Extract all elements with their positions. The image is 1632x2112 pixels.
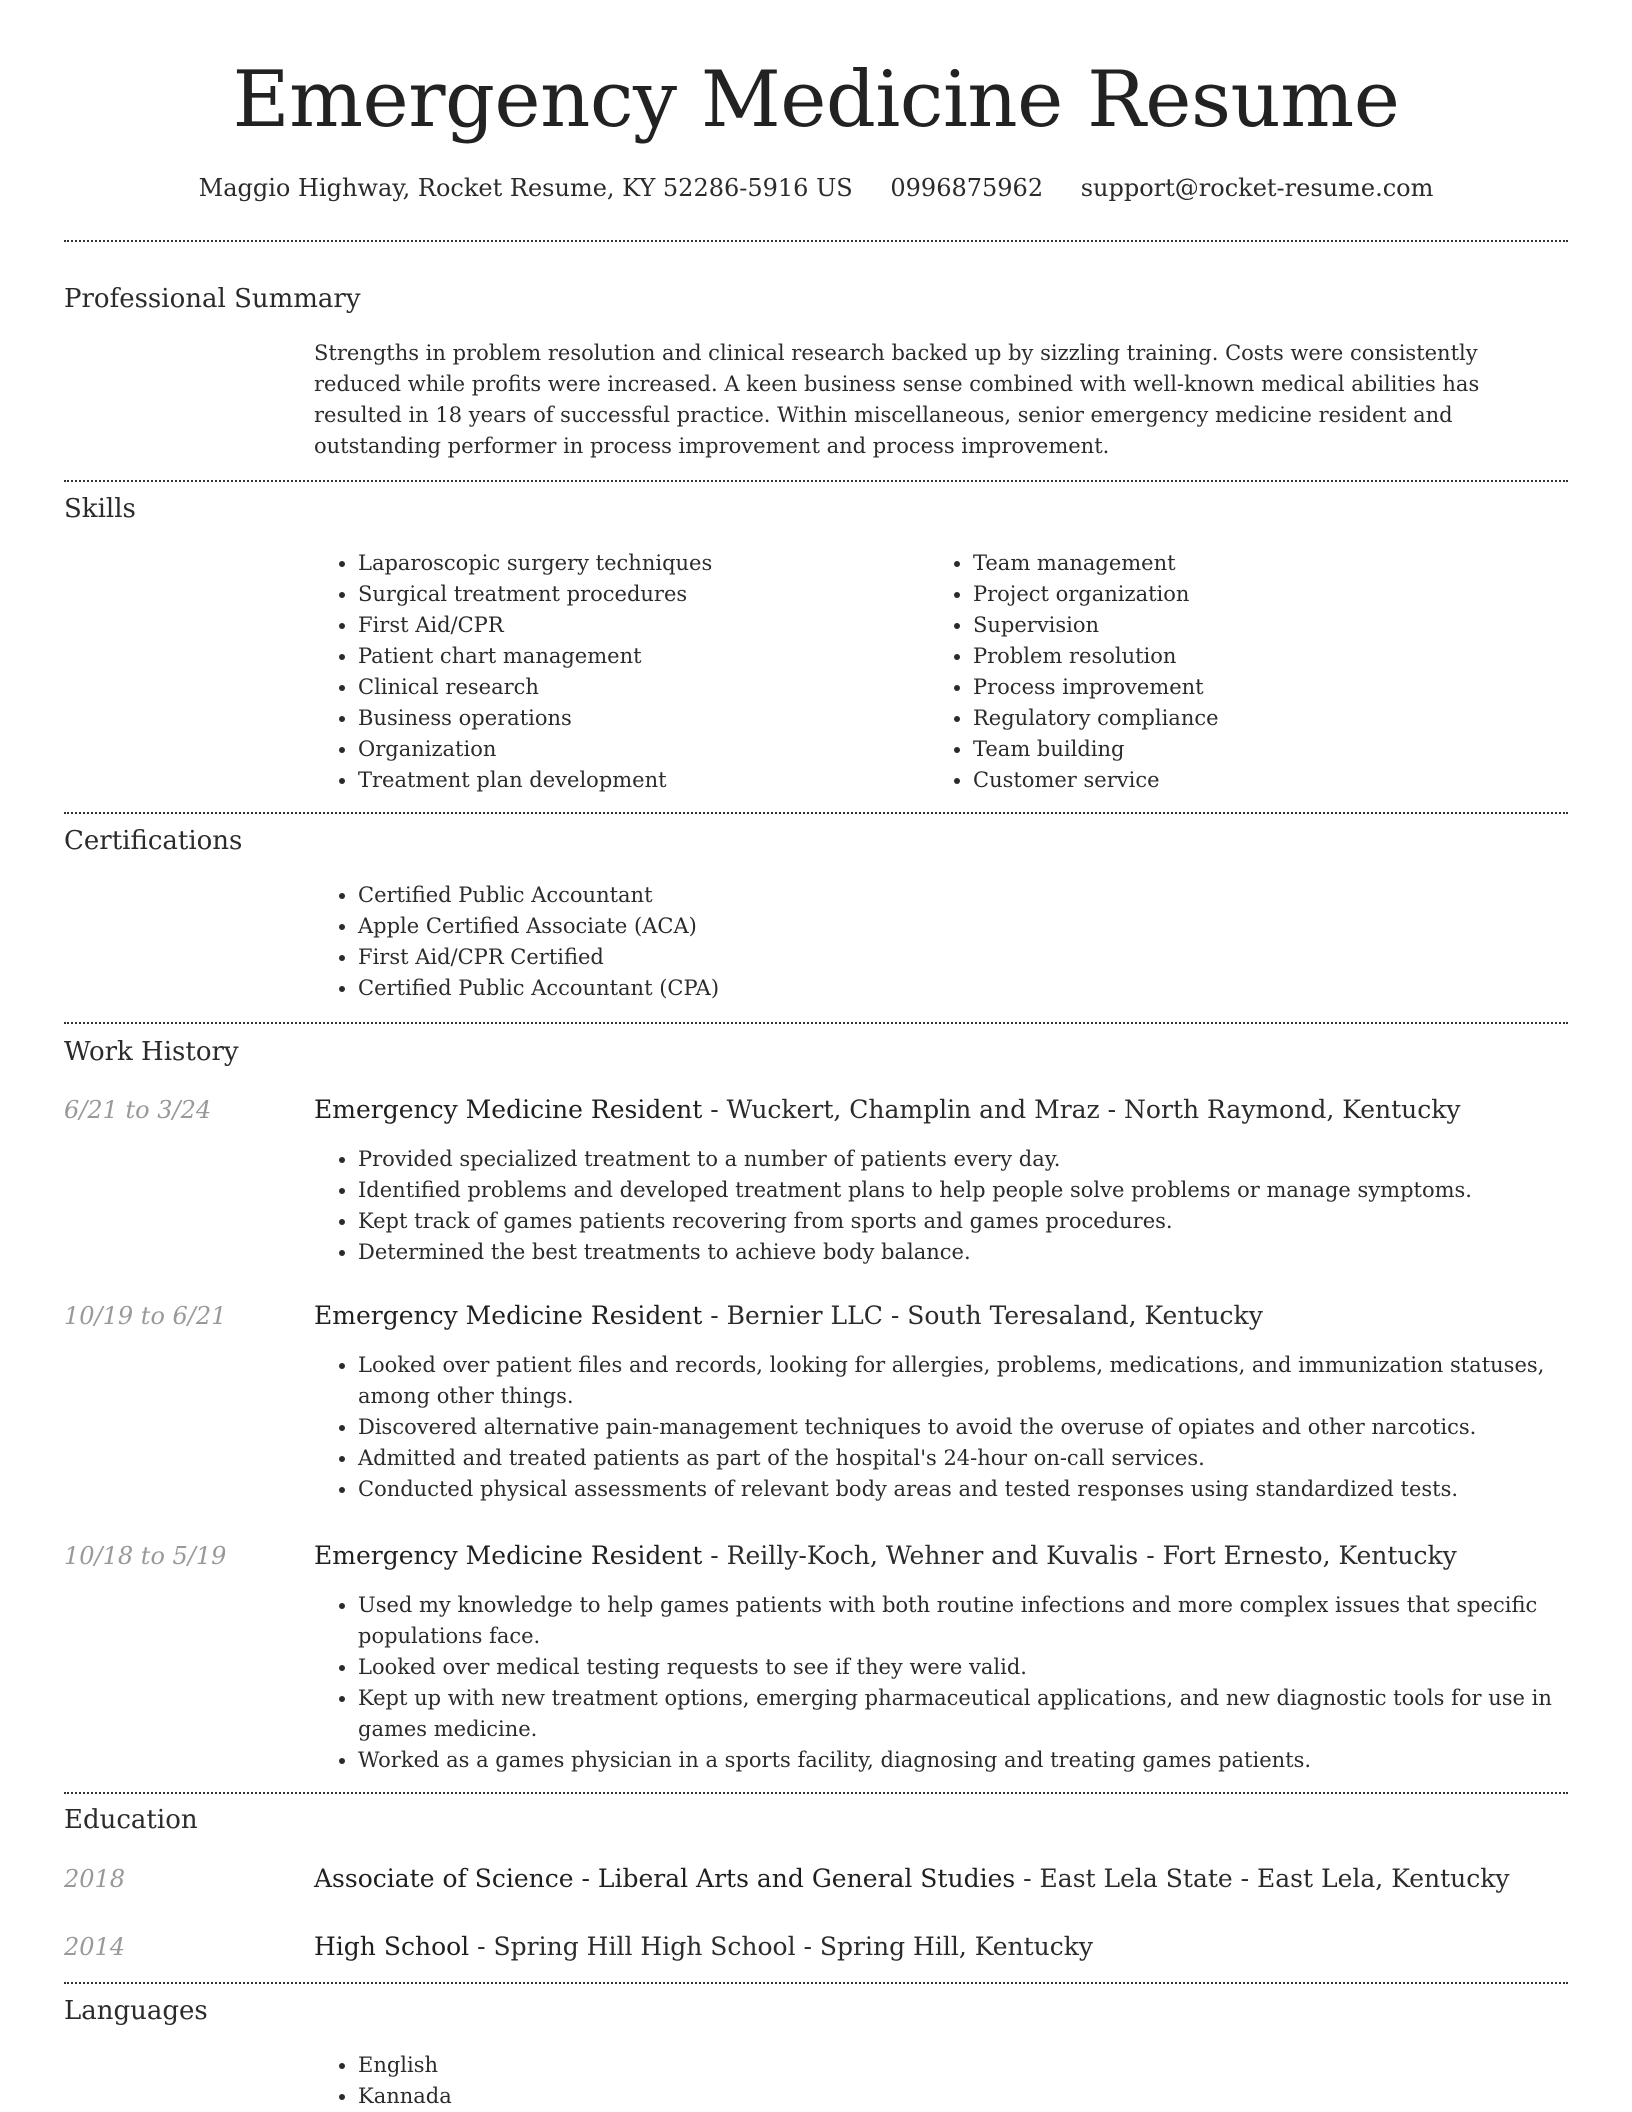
education-school: - East Lela State - East Lela, Kentucky xyxy=(1015,1864,1510,1893)
job-role: Emergency Medicine Resident xyxy=(314,1541,703,1570)
divider xyxy=(64,480,1568,482)
certification-item: • Certified Public Accountant xyxy=(358,880,1558,911)
summary-text: Strengths in problem resolution and clinical research backed up by sizzling training. Costs were consistently reduced while profits were increased. A keen business sense combined with well-known medical abilities has resulted in 18 years of successful practice. Within miscellaneous, senior emergency medicine resident and outstanding performer in process improvement and process improvement. xyxy=(314,341,1480,458)
language-item: • Kannada xyxy=(358,2081,958,2112)
job-role: Emergency Medicine Resident xyxy=(314,1095,703,1124)
skills-list-right xyxy=(929,548,1533,796)
skill-item: • Surgical treatment procedures xyxy=(358,579,918,610)
job-bullet: • Identified problems and developed treatment plans to help people solve problems or manage symptoms. xyxy=(358,1175,1568,1206)
job-employer: - Wuckert, Champlin and Mraz - North Raymond, Kentucky xyxy=(702,1095,1461,1124)
job-title-line xyxy=(314,1539,1568,1573)
job-bullet: • Kept track of games patients recovering from sports and games procedures. xyxy=(358,1206,1568,1237)
section-heading-skills: Skills xyxy=(64,494,136,524)
job-bullet: • Looked over medical testing requests to see if they were valid. xyxy=(358,1652,1568,1683)
certifications-list xyxy=(314,880,1558,1004)
skill-item: • Regulatory compliance xyxy=(973,703,1533,734)
skills-list-left xyxy=(314,548,918,796)
job-dates: 10/19 to 6/21 xyxy=(64,1302,227,1330)
skill-item: • Process improvement xyxy=(973,672,1533,703)
job-bullet: • Determined the best treatments to achieve body balance. xyxy=(358,1237,1568,1268)
certification-item: • First Aid/CPR Certified xyxy=(358,942,1558,973)
job-title-line xyxy=(314,1093,1568,1127)
contact-phone: 0996875962 xyxy=(890,174,1044,202)
language-item: • English xyxy=(358,2050,958,2081)
skill-item: • Team building xyxy=(973,734,1533,765)
job-bullets xyxy=(314,1144,1568,1268)
skill-item: • Problem resolution xyxy=(973,641,1533,672)
education-year: 2018 xyxy=(64,1865,126,1893)
divider xyxy=(64,1792,1568,1794)
section-heading-work: Work History xyxy=(64,1037,239,1067)
skill-item: • Clinical research xyxy=(358,672,918,703)
job-employer: - Bernier LLC - South Teresaland, Kentucky xyxy=(702,1301,1263,1330)
job-dates: 6/21 to 3/24 xyxy=(64,1096,212,1124)
job-title-line xyxy=(314,1299,1568,1333)
certification-item: • Certified Public Accountant (CPA) xyxy=(358,973,1558,1004)
skill-item: • Organization xyxy=(358,734,918,765)
job-bullet: • Admitted and treated patients as part of the hospital's 24-hour on-call services. xyxy=(358,1443,1568,1474)
skill-item: • Laparoscopic surgery techniques xyxy=(358,548,918,579)
education-degree: Associate of Science - Liberal Arts and General Studies xyxy=(314,1864,1016,1893)
skill-item: • Patient chart management xyxy=(358,641,918,672)
contact-line xyxy=(0,170,1632,206)
skill-item: • First Aid/CPR xyxy=(358,610,918,641)
education-line xyxy=(314,1862,1568,1896)
job-dates: 10/18 to 5/19 xyxy=(64,1542,227,1570)
contact-email: support@rocket-resume.com xyxy=(1080,174,1434,202)
skill-item: • Customer service xyxy=(973,765,1533,796)
job-bullet: • Kept up with new treatment options, emerging pharmaceutical applications, and new diagnostic tools for use in games medicine. xyxy=(358,1683,1568,1745)
job-bullet: • Looked over patient files and records, looking for allergies, problems, medications, and immunization statuses, among other things. xyxy=(358,1350,1568,1412)
skill-item: • Supervision xyxy=(973,610,1533,641)
job-bullet: • Worked as a games physician in a sports facility, diagnosing and treating games patients. xyxy=(358,1745,1568,1776)
job-bullet: • Discovered alternative pain-management techniques to avoid the overuse of opiates and other narcotics. xyxy=(358,1412,1568,1443)
divider xyxy=(64,240,1568,242)
section-heading-summary: Professional Summary xyxy=(64,284,361,314)
job-bullets xyxy=(314,1350,1568,1505)
education-degree: High School xyxy=(314,1932,470,1961)
skill-item: • Team management xyxy=(973,548,1533,579)
skill-item: • Business operations xyxy=(358,703,918,734)
job-bullet: • Conducted physical assessments of relevant body areas and tested responses using standardized tests. xyxy=(358,1474,1568,1505)
contact-address: Maggio Highway, Rocket Resume, KY 52286-5916 US xyxy=(198,174,853,202)
languages-list xyxy=(314,2050,958,2112)
education-line xyxy=(314,1930,1568,1964)
skill-item: • Project organization xyxy=(973,579,1533,610)
section-heading-languages: Languages xyxy=(64,1996,208,2026)
divider xyxy=(64,1982,1568,1984)
section-heading-certifications: Certifications xyxy=(64,826,243,856)
skill-item: • Treatment plan development xyxy=(358,765,918,796)
section-heading-education: Education xyxy=(64,1805,198,1835)
resume-title: Emergency Medicine Resume xyxy=(232,55,1400,145)
job-bullet: • Used my knowledge to help games patients with both routine infections and more complex issues that specific populations face. xyxy=(358,1590,1568,1652)
divider xyxy=(64,812,1568,814)
job-bullet: • Provided specialized treatment to a number of patients every day. xyxy=(358,1144,1568,1175)
education-school: - Spring Hill High School - Spring Hill, Kentucky xyxy=(469,1932,1094,1961)
job-role: Emergency Medicine Resident xyxy=(314,1301,703,1330)
job-employer: - Reilly-Koch, Wehner and Kuvalis - Fort Ernesto, Kentucky xyxy=(702,1541,1457,1570)
divider xyxy=(64,1022,1568,1024)
certification-item: • Apple Certified Associate (ACA) xyxy=(358,911,1558,942)
job-bullets xyxy=(314,1590,1568,1776)
education-year: 2014 xyxy=(64,1933,126,1961)
